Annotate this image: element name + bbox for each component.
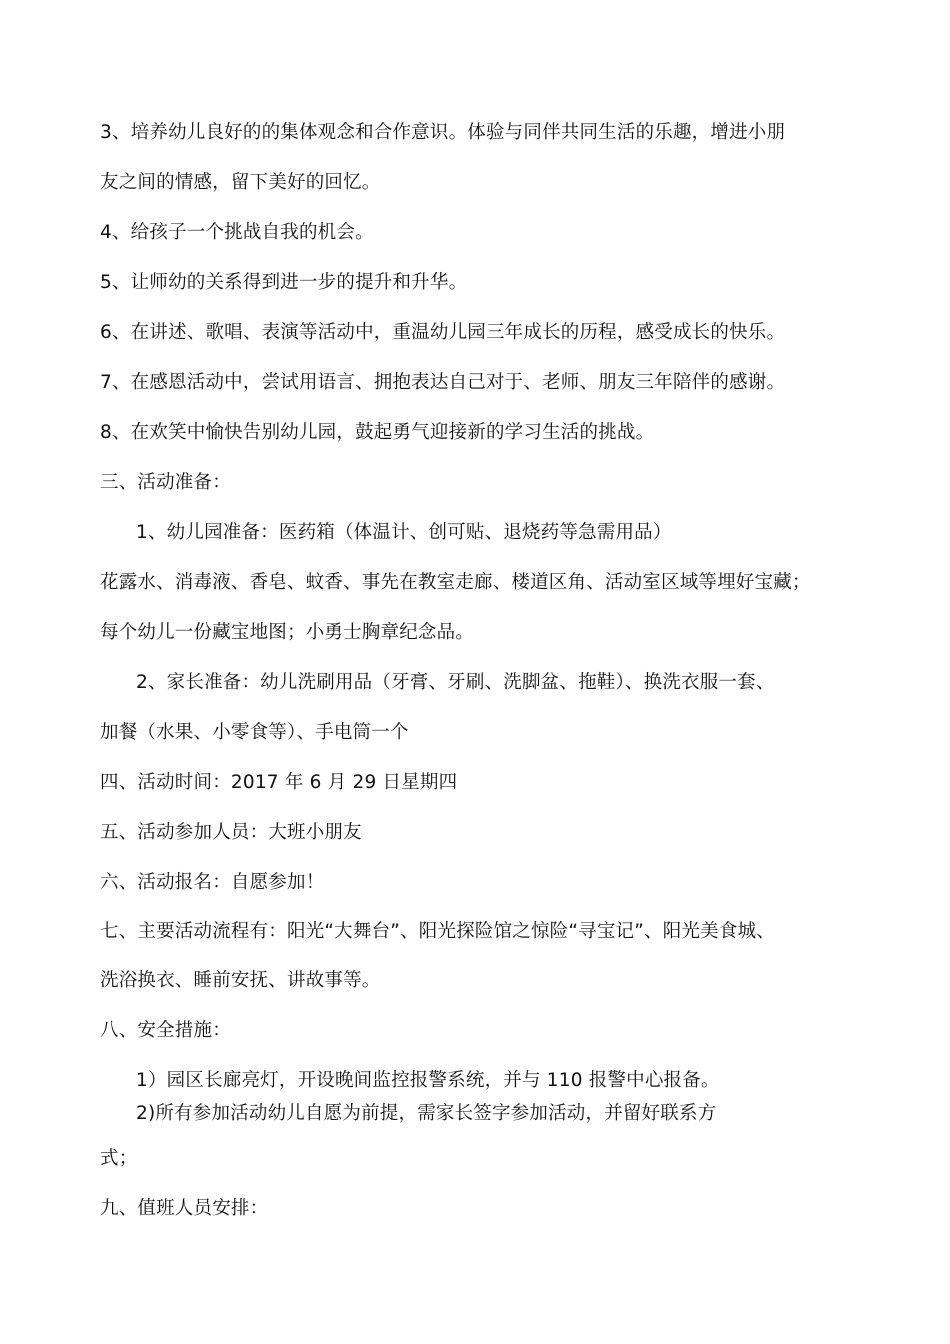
paragraph-line: 5、让师幼的关系得到进一步的提升和升华。: [100, 272, 468, 293]
section-heading: 九、值班人员安排：: [100, 1198, 269, 1219]
paragraph-line: 3、培养幼儿良好的的集体观念和合作意识。体验与同伴共同生活的乐趣，增进小朋: [100, 122, 786, 143]
paragraph-line: 2)所有参加活动幼儿自愿为前提，需家长签字参加活动，并留好联系方: [136, 1103, 717, 1124]
paragraph-line: 4、给孩子一个挑战自我的机会。: [100, 222, 374, 243]
section-heading: 五、活动参加人员：大班小朋友: [100, 822, 362, 843]
section-heading: 八、安全措施：: [100, 1020, 231, 1041]
section-heading: 六、活动报名：自愿参加！: [100, 872, 325, 893]
paragraph-line: 8、在欢笑中愉快告别幼儿园，鼓起勇气迎接新的学习生活的挑战。: [100, 422, 655, 443]
paragraph-line: 花露水、消毒液、香皂、蚊香、事先在教室走廊、楼道区角、活动室区域等埋好宝藏；: [100, 572, 811, 593]
section-heading: 四、活动时间：2017 年 6 月 29 日星期四: [100, 772, 458, 793]
paragraph-line: 7、在感恩活动中，尝试用语言、拥抱表达自己对于、老师、朋友三年陪伴的感谢。: [100, 372, 786, 393]
paragraph-line: 6、在讲述、歌唱、表演等活动中，重温幼儿园三年成长的历程，感受成长的快乐。: [100, 322, 786, 343]
paragraph-line: 友之间的情感，留下美好的回忆。: [100, 172, 381, 193]
paragraph-line: 2、家长准备：幼儿洗刷用品（牙膏、牙刷、洗脚盆、拖鞋）、换洗衣服一套、: [136, 672, 775, 693]
paragraph-line: 加餐（水果、小零食等）、手电筒一个: [100, 722, 409, 743]
paragraph-line: 每个幼儿一份藏宝地图；小勇士胸章纪念品。: [100, 622, 475, 643]
section-heading: 三、活动准备：: [100, 472, 231, 493]
paragraph-line: 式；: [100, 1148, 138, 1169]
paragraph-line: 1、幼儿园准备：医药箱（体温计、创可贴、退烧药等急需用品）: [136, 522, 672, 543]
paragraph-line: 洗浴换衣、睡前安抚、讲故事等。: [100, 970, 381, 991]
paragraph-line: 1）园区长廊亮灯，开设晚间监控报警系统，并与 110 报警中心报备。: [136, 1070, 720, 1091]
section-heading: 七、主要活动流程有：阳光“大舞台”、阳光探险馆之惊险“寻宝记”、阳光美食城、: [100, 921, 775, 942]
